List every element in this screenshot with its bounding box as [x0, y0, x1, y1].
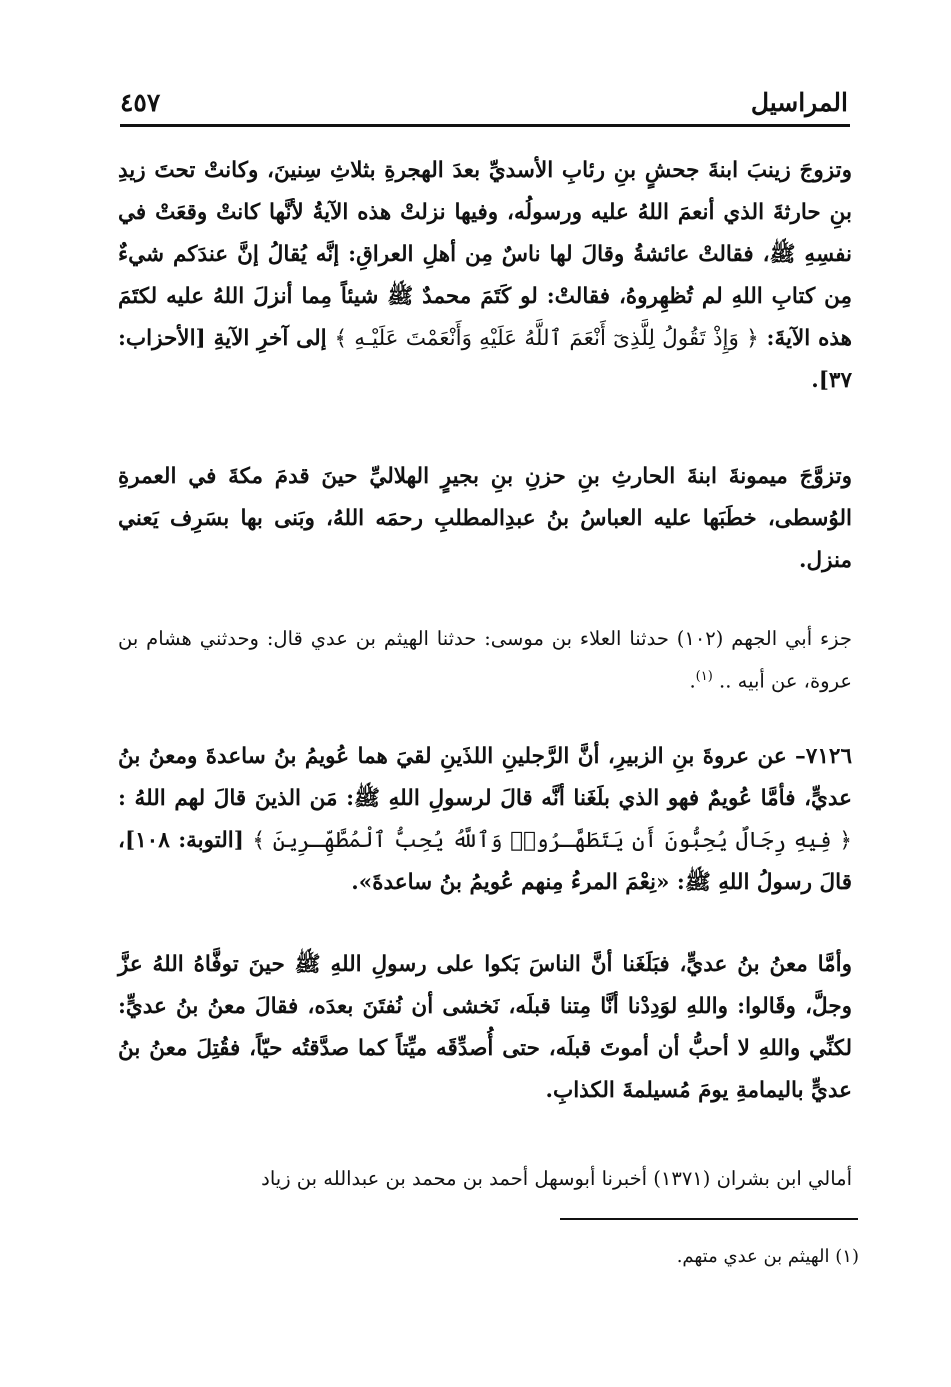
- header-rule: [120, 124, 850, 127]
- footnote-rule: [560, 1218, 858, 1220]
- verse-reference: إلى آخرِ الآيةِ [الأحزاب: ٣٧].: [118, 326, 852, 393]
- paragraph-man-ibn-adi: [118, 944, 852, 1112]
- running-title: المراسيل: [750, 88, 848, 117]
- quran-verse: ﴿ فِيهِ رِجَالٌ يُحِبُّونَ أَن يَتَطَهَّـرُوا۟ وَٱللَّهُ يُحِبُّ ٱلْمُطَّهِّـرِينَ ﴾: [252, 828, 852, 853]
- source-citation-ibn-bishran: [118, 1160, 852, 1198]
- citation-text: جزء أبي الجهم (١٠٢) حدثنا العلاء بن موسى: حدثنا الهيثم بن عدي قال: وحدثني هشام بن عروة، عن أبيه ..: [118, 627, 852, 693]
- verse-reference: [التوبة: ١٠٨]، قالَ رسولُ اللهِ ﷺ: «نِعْمَ المرءُ مِنهم عُويمُ بنُ ساعدةَ».: [118, 828, 852, 895]
- paragraph-text: وتزوَّجَ ميمونةَ ابنةَ الحارثِ بنِ حزنِ بنِ بجيرٍ الهلاليِّ حينَ قدمَ مكةَ في العمرةِ الوُسطى، خطَبَها عليه العباسُ بنُ عبدِالمطلبِ رحمَه اللهُ، وبَنى بها بسَرِف يَعني منزل.: [118, 464, 852, 573]
- paragraph-zaynab: [118, 150, 852, 402]
- page-number: ٤٥٧: [120, 88, 161, 117]
- source-citation-abi-jahm: جزء أبي الجهم (١٠٢) حدثنا العلاء بن موسى: حدثنا الهيثم بن عدي قال: وحدثني هشام بن عروة، عن أبيه .. $^{(١)}$.: [118, 627, 852, 693]
- hadith-7126: [118, 736, 852, 904]
- citation-text: أمالي ابن بشران (١٣٧١) أخبرنا أبوسهل أحمد بن محمد بن عبدالله بن زياد: [261, 1167, 852, 1190]
- hadith-text: ٧١٢٦– عن عروةَ بنِ الزبيرِ، أنَّ الرَّجلينِ اللذَينِ لقيَ هما عُويمُ بنُ ساعدةَ ومعنُ بنُ عديٍّ، فأمَّا عُويمٌ فهو الذي بلَغَنا أنَّه قالَ لرسولِ اللهِ ﷺ: مَن الذينَ قالَ لهم اللهُ :: [118, 744, 852, 811]
- quran-verse: ﴿ وَإِذْ تَقُولُ لِلَّذِىٓ أَنْعَمَ ٱللَّهُ عَلَيْهِ وَأَنْعَمْتَ عَلَيْـهِ ﴾: [334, 326, 759, 351]
- page-header: [120, 80, 848, 120]
- footnote-marker: (١): [695, 669, 713, 684]
- footnote: (١) الهيثم بن عدي متهم.: [676, 1246, 859, 1267]
- paragraph-text: وأمَّا معنُ بنُ عديٍّ، فبَلَغَنا أنَّ الناسَ بَكوا على رسولِ اللهِ ﷺ حينَ توفَّاهُ اللهُ عزَّ وجلَّ، وقَالوا: واللهِ لوَدِدْنا أنَّا مِتنا قبلَه، نَخشى أن نُفتَنَ بعدَه، فقالَ معنُ بنُ عديٍّ: لكنِّي واللهِ لا أحبُّ أن أموتَ قبلَه، حتى أُصدِّقَه ميِّتاً كما صدَّقتُه حيّاً، فقُتِلَ معنُ بنُ عديٍّ باليمامةِ يومَ مُسيلمةَ الكذابِ.: [118, 952, 852, 1103]
- paragraph-maymuna: [118, 456, 852, 582]
- paragraph-text: وتزوجَ زينبَ ابنةَ جحشٍ بنِ رئابِ الأسديِّ بعدَ الهجرةِ بثلاثِ سِنينَ، وكانتْ تحتَ زيدِ بنِ حارثةَ الذي أنعمَ اللهُ عليه ورسولُه، وفيها نزلتْ هذه الآيةُ لأنَّها كانتْ وقعَتْ في نفسِهِ ﷺ، فقالتْ عائشةُ وقالَ لها ناسٌ مِن أهلِ العراقِ: إنَّه يُقالُ إنَّ عندَكم شيءٌ مِن كتابِ اللهِ لم تُظهِروهُ، فقالتْ: لو كَتَمَ محمدٌ ﷺ شيئاً مِما أنزلَ اللهُ عليه لكتَمَ هذه الآيةَ:: [118, 158, 852, 351]
